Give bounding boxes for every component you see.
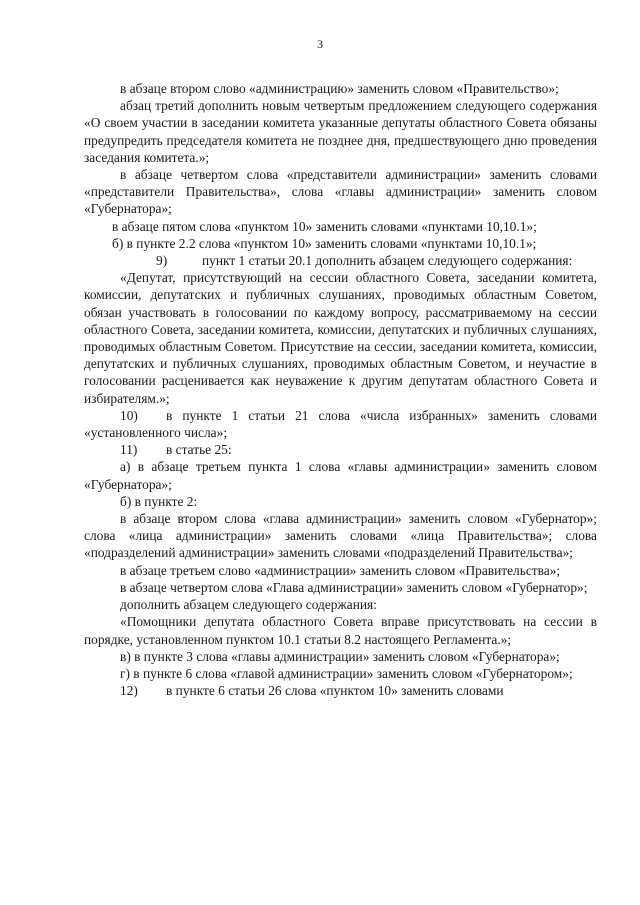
document-body: [84, 80, 597, 699]
list-item: [84, 407, 597, 441]
paragraph: в абзаце втором слово «администрацию» заменить словом «Правительство»;: [120, 81, 559, 96]
item-text: пункт 1 статьи 20.1 дополнить абзацем следующего содержания:: [202, 253, 573, 269]
item-number: 10): [120, 407, 138, 423]
paragraph: в абзаце четвертом слова «представители администрации» заменить словами «представители Правительства», слова «главы администрации» заменить словом «Губернатора»;: [84, 167, 597, 217]
item-text: в пункте 1 статьи 21 слова «числа избранных» заменить словами «установленного числа»;: [84, 407, 597, 441]
list-item: [84, 682, 597, 699]
paragraph: в абзаце третьем слово «администрации» заменить словом «Правительства»;: [120, 562, 561, 578]
paragraph: г) в пункте 6 слова «главой администрации» заменить словом «Губернатором»;: [120, 665, 573, 681]
item-text: в статье 25:: [166, 442, 232, 458]
list-item: [84, 252, 597, 269]
paragraph: а) в абзаце третьем пункта 1 слова «главы администрации» заменить словом «Губернатора»;: [84, 459, 597, 492]
paragraph: в абзаце пятом слова «пунктом 10» заменить словами «пунктами 10,10.1»;: [112, 218, 537, 234]
paragraph: б) в пункте 2:: [120, 493, 198, 509]
item-text: в пункте 6 статьи 26 слова «пунктом 10» заменить словами: [166, 683, 504, 699]
item-number: 12): [120, 683, 138, 699]
page-number: 3: [317, 37, 323, 51]
paragraph: в) в пункте 3 слова «главы администрации» заменить словом «Губернатора»;: [120, 648, 560, 664]
paragraph: в абзаце четвертом слова «Глава администрации» заменить словом «Губернатор»;: [120, 579, 588, 595]
paragraph: в абзаце втором слова «глава администрации» заменить словом «Губернатор»; слова «лица администрации» заменить словами «лица Правительства»; слова «подразделений администрации» заменить словами «подразделений Правительства»;: [84, 511, 597, 561]
item-number: 11): [120, 442, 138, 458]
list-item: [84, 441, 597, 458]
quoted-paragraph: «Помощники депутата областного Совета вправе присутствовать на сессии в порядке, установленном пунктом 10.1 статьи 8.2 настоящего Регламента.»;: [84, 614, 597, 647]
paragraph: дополнить абзацем следующего содержания:: [120, 597, 377, 613]
paragraph: абзац третий дополнить новым четвертым предложением следующего содержания «О своем участии в заседании комитета указанные депутаты областного Совета обязаны предупредить председателя комитета не позднее дня, предшествующего дню проведения заседания комитета.»;: [84, 98, 597, 165]
paragraph: б) в пункте 2.2 слова «пунктом 10» заменить словами «пунктами 10,10.1»;: [112, 235, 537, 251]
quoted-paragraph: «Депутат, присутствующий на сессии областного Совета, заседании комитета, комиссии, депутатских и публичных слушаниях, проводимых областным Советом, обязан участвовать в голосовании по каждому вопросу, рассматриваемому на сессии областного Совета, заседании комитета, комиссии, депутатских и публичных слушаниях, проводимых областным Советом. Присутствие на сессии, заседании комитета, комиссии, депутатских и публичных слушаниях, проводимых областным Советом, и неучастие в голосовании расценивается как неуважение к другим депутатам областного Совета и избирателям.»;: [84, 270, 597, 406]
item-number: 9): [156, 253, 168, 269]
